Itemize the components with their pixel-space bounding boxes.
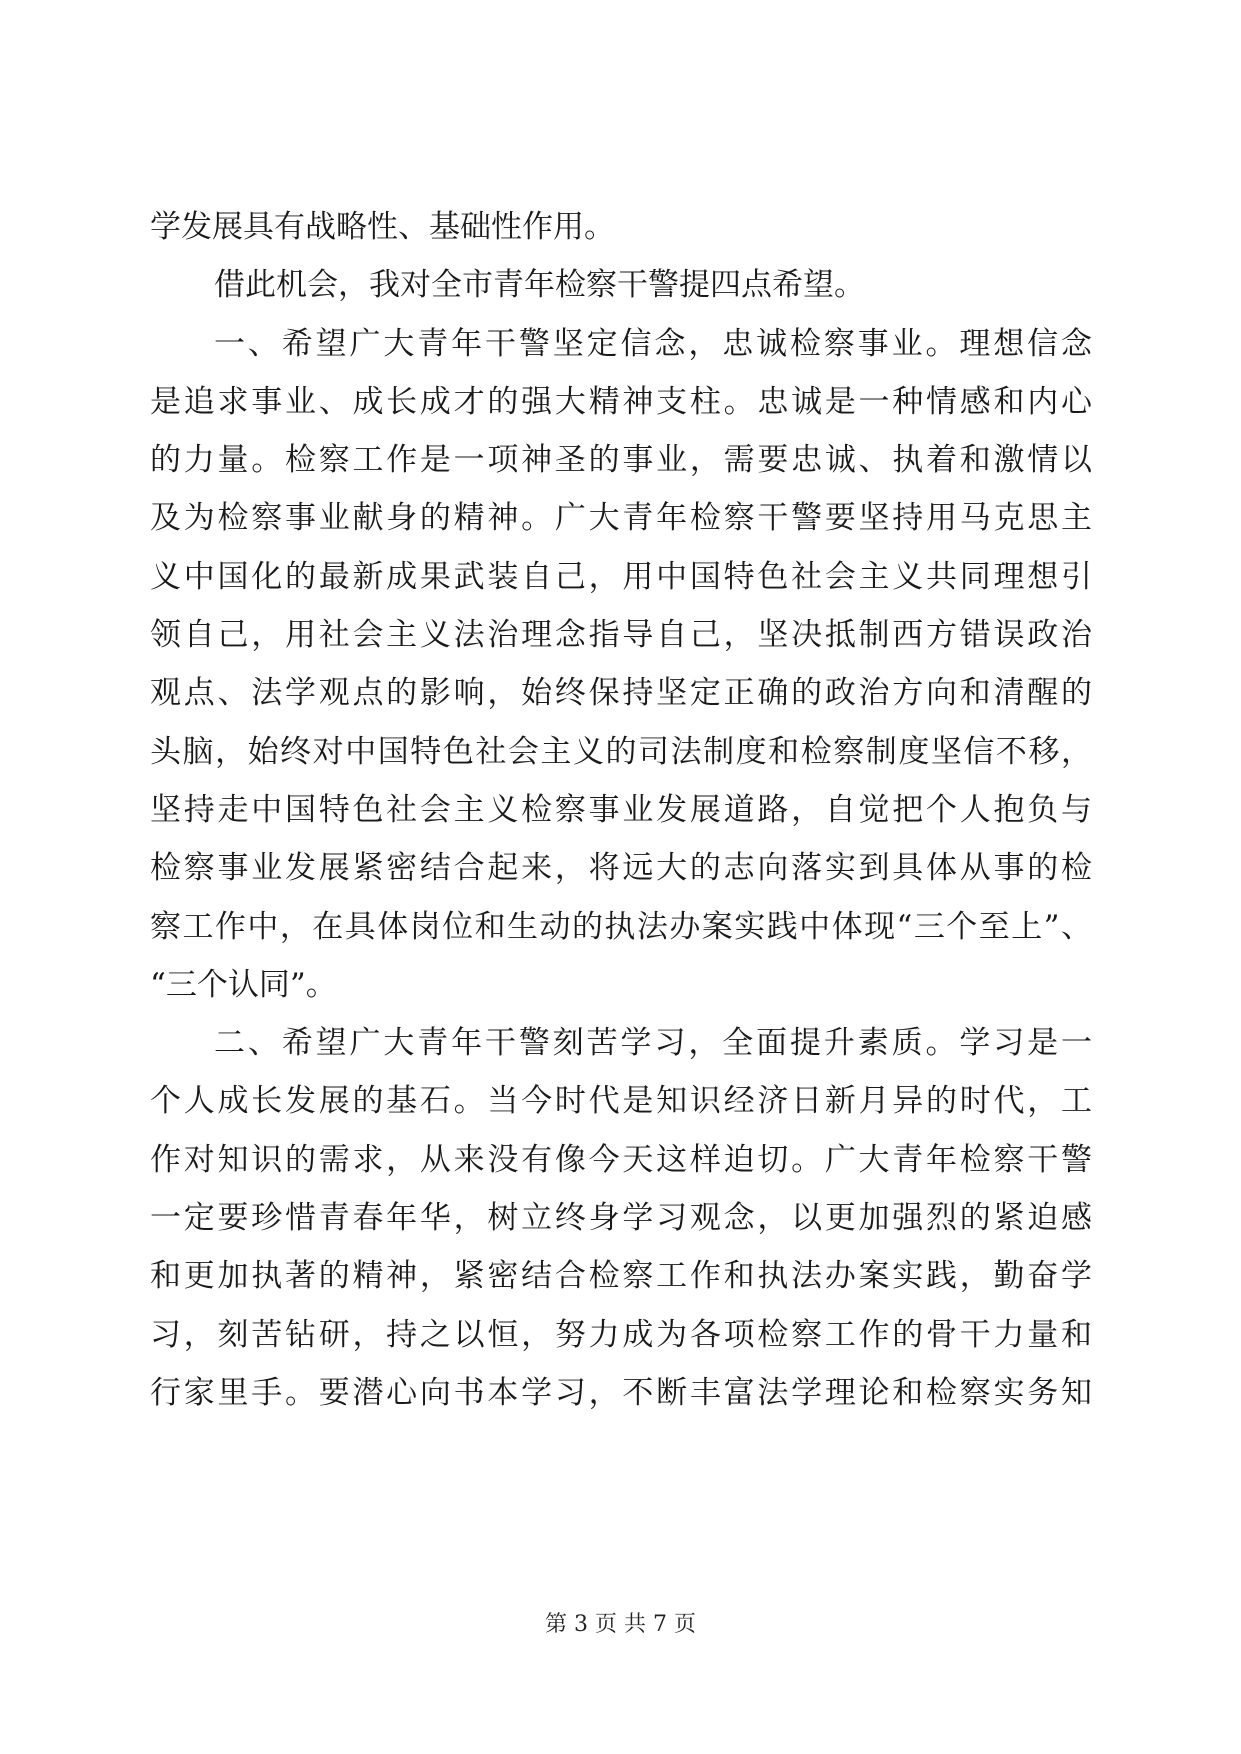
body-text	[150, 198, 1092, 1422]
page-footer: 第 3 页 共 7 页	[545, 1612, 696, 1637]
text-line: 作对知识的需求，从来没有像今天这样迫切。广大青年检察干警	[150, 1141, 1092, 1178]
text-line: 学发展具有战略性、基础性作用。	[150, 209, 615, 245]
text-line: 及为检察事业献身的精神。广大青年检察干警要坚持用马克思主	[150, 500, 1092, 537]
text-line: 的力量。检察工作是一项神圣的事业，需要忠诚、执着和激情以	[150, 442, 1092, 479]
text-line: 检察事业发展紧密结合起来，将远大的志向落实到具体从事的检	[150, 850, 1092, 887]
text-line: 和更加执著的精神，紧密结合检察工作和执法办案实践，勤奋学	[150, 1258, 1092, 1295]
text-line: 坚持走中国特色社会主义检察事业发展道路，自觉把个人抱负与	[150, 791, 1092, 828]
text-line: 行家里手。要潜心向书本学习，不断丰富法学理论和检察实务知	[150, 1374, 1092, 1411]
text-line: 察工作中，在具体岗位和生动的执法办案实践中体现“三个至上”、	[150, 908, 1092, 945]
text-line: 观点、法学观点的影响，始终保持坚定正确的政治方向和清醒的	[150, 675, 1092, 712]
text-line: 二、希望广大青年干警刻苦学习，全面提升素质。学习是一	[214, 1025, 1092, 1062]
text-line: 是追求事业、成长成才的强大精神支柱。忠诚是一种情感和内心	[150, 383, 1092, 420]
text-line: 个人成长发展的基石。当今时代是知识经济日新月异的时代，工	[150, 1083, 1092, 1120]
text-line: 义中国化的最新成果武装自己，用中国特色社会主义共同理想引	[150, 558, 1092, 595]
text-line: “三个认同”。	[150, 966, 337, 1003]
text-line: 头脑，始终对中国特色社会主义的司法制度和检察制度坚信不移，	[150, 733, 1092, 770]
text-line: 一、希望广大青年干警坚定信念，忠诚检察事业。理想信念	[214, 325, 1092, 362]
text-line: 领自己，用社会主义法治理念指导自己，坚决抵制西方错误政治	[150, 617, 1092, 654]
text-line: 一定要珍惜青春年华，树立终身学习观念，以更加强烈的紧迫感	[150, 1200, 1092, 1237]
text-line: 借此机会，我对全市青年检察干警提四点希望。	[214, 267, 865, 304]
text-line: 习，刻苦钻研，持之以恒，努力成为各项检察工作的骨干力量和	[150, 1316, 1092, 1353]
